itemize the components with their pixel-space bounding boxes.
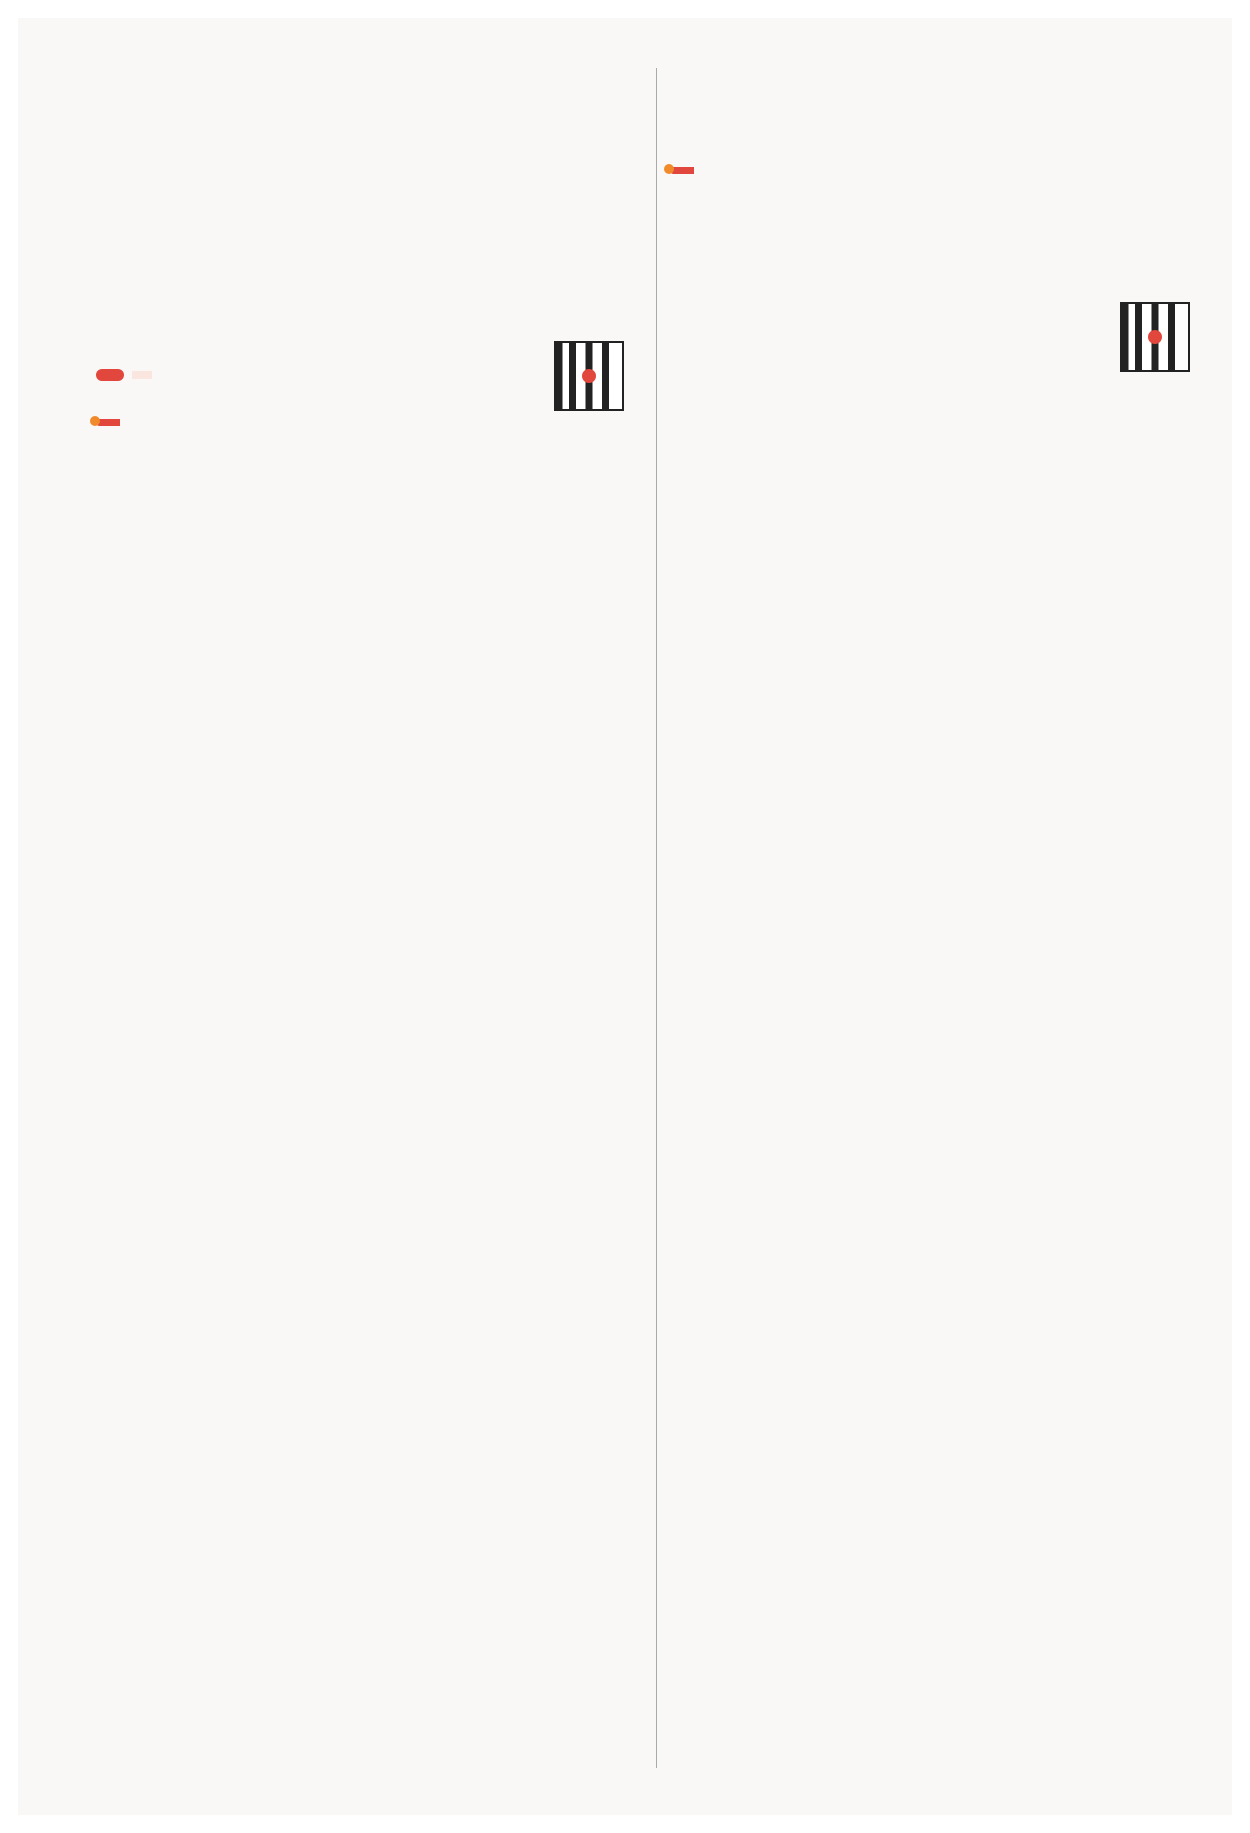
kaodian-type bbox=[132, 371, 152, 379]
column-divider bbox=[656, 68, 657, 1768]
answer-page bbox=[18, 18, 1232, 1815]
kaodian-header bbox=[96, 347, 644, 403]
chongci-banner bbox=[670, 151, 1218, 191]
dialog-line bbox=[96, 149, 644, 189]
dialog-line bbox=[96, 70, 644, 110]
chongci-tag bbox=[670, 167, 694, 174]
answers-cont-2 bbox=[670, 110, 1218, 150]
right-column bbox=[670, 70, 1218, 348]
answers-cont-1 bbox=[670, 70, 1218, 110]
dialog-a bbox=[96, 70, 644, 268]
answers-a-1 bbox=[670, 191, 1218, 231]
answers-a-2 bbox=[670, 230, 1218, 270]
kaodian-badge bbox=[96, 369, 124, 381]
section-title bbox=[670, 304, 1218, 354]
dialog-line bbox=[96, 189, 644, 229]
answers-1 bbox=[93, 268, 644, 308]
shishua-tag bbox=[96, 419, 120, 426]
dialog-line bbox=[96, 228, 644, 268]
qr-code-icon[interactable] bbox=[554, 341, 624, 411]
answers-3 bbox=[93, 443, 644, 483]
left-column bbox=[96, 70, 644, 482]
qr-code-icon[interactable] bbox=[1120, 302, 1190, 372]
dialog-line bbox=[96, 110, 644, 150]
